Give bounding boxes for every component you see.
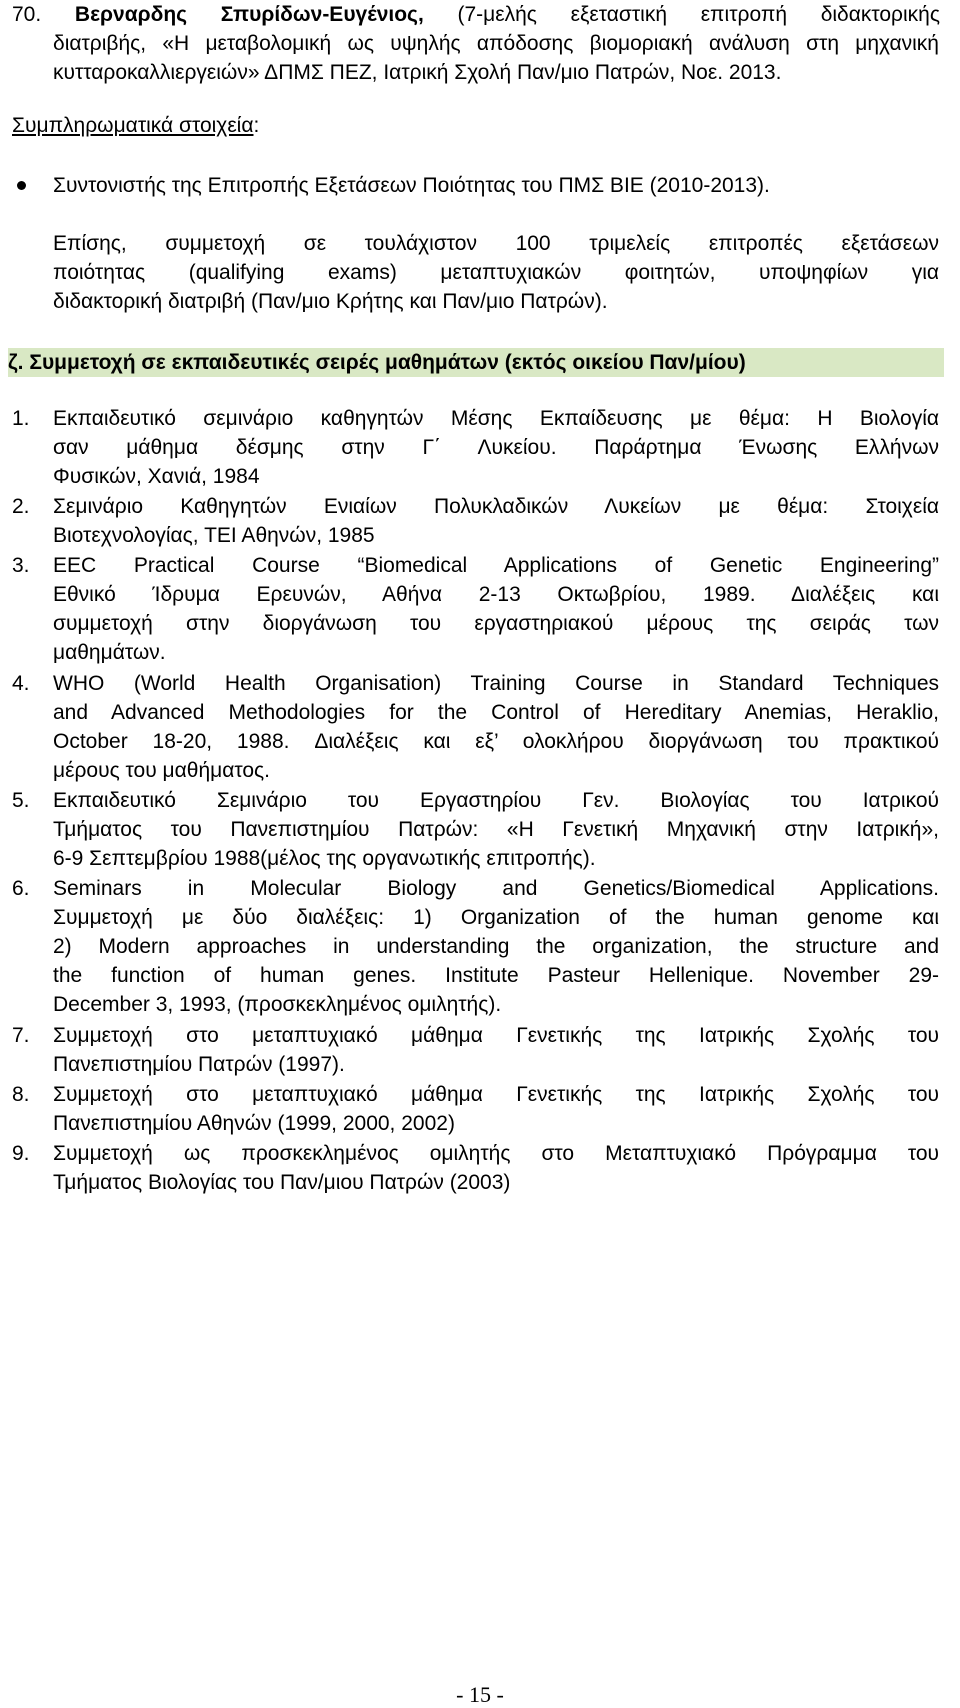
bullet-icon (17, 181, 26, 190)
list-item (53, 1139, 939, 1197)
list-item (53, 786, 939, 873)
list-item-line: Συμμετοχή με δύο διαλέξεις: 1) Organization of the human genome και (53, 906, 939, 930)
list-item-line: October 18-20, 1988. Διαλέξεις και εξ’ ολοκλήρου διοργάνωση του πρακτικού (53, 729, 939, 753)
list-item-line: Βιοτεχνολογίας, ΤΕΙ Αθηνών, 1985 (53, 524, 375, 548)
list-item-line: WHO (World Health Organisation) Training Course in Standard Techniques (53, 671, 939, 695)
supplementary-heading (12, 111, 259, 140)
supplementary-heading-colon: : (253, 114, 260, 137)
list-item-line: and Advanced Methodologies for the Control of Hereditary Anemias, Heraklio, (53, 700, 939, 724)
list-item-line: Τμήματος Βιολογίας του Παν/μιου Πατρών (2003) (53, 1171, 511, 1194)
entry-70-line-3: κυτταροκαλλιεργειών» ΔΠΜΣ ΠΕΖ, Ιατρική Σχολή Παν/μιο Πατρών, Νοε. 2013. (53, 61, 782, 84)
list-item-line: Σεμινάριο Καθηγητών Ενιαίων Πολυκλαδικών Λυκείων με θέμα: Στοιχεία (53, 495, 939, 519)
list-item-number: 3. (12, 554, 30, 577)
list-item-number: 6. (12, 877, 30, 901)
section-heading: ζ. Συμμετοχή σε εκπαιδευτικές σειρές μαθημάτων (εκτός οικείου Παν/μίου) (8, 351, 746, 374)
supplementary-para-line-3: διδακτορική διατριβή (Παν/μιο Κρήτης και Παν/μιο Πατρών). (53, 290, 608, 313)
entry-70-number: 70. (12, 3, 42, 26)
list-item (53, 1080, 939, 1138)
list-item-number: 4. (12, 671, 30, 695)
list-item-line: Συμμετοχή στο μεταπτυχιακό μάθημα Γενετικής της Ιατρικής Σχολής του (53, 1024, 939, 1048)
list-item-number: 9. (12, 1142, 30, 1165)
list-item-line: Τμήματος του Πανεπιστημίου Πατρών: «Η Γενετική Μηχανική στην Ιατρική», (53, 818, 939, 842)
entry-70-name: Βερναρδης Σπυρίδων-Ευγένιος, (74, 3, 424, 26)
list-item-line: Πανεπιστημίου Αθηνών (1999, 2000, 2002) (53, 1112, 455, 1136)
list-item-line: συμμετοχή στην διοργάνωση του εργαστηριακού μέρους της σειράς των (53, 612, 939, 635)
list-item (53, 1021, 939, 1079)
page-number: - 15 - (456, 1682, 504, 1707)
list-item-line: μαθημάτων. (53, 641, 166, 664)
list-item-line: EEC Practical Course “Biomedical Applications of Genetic Engineering” (53, 554, 939, 577)
list-item-line: Φυσικών, Χανιά, 1984 (53, 465, 260, 488)
list-item-line: Εθνικό Ίδρυμα Ερευνών, Αθήνα 2-13 Οκτωβρίου, 1989. Διαλέξεις και (53, 583, 939, 606)
entry-70-line1-rest: (7-μελής εξεταστική επιτροπή διδακτορικής (457, 3, 940, 26)
list-item-number: 1. (12, 407, 30, 430)
list-item-number: 2. (12, 495, 30, 519)
entry-70-line-1 (12, 0, 940, 29)
list-item-line: Seminars in Molecular Biology and Genetics/Biomedical Applications. (53, 877, 939, 901)
list-item (53, 669, 939, 785)
list-item-line: Συμμετοχή στο μεταπτυχιακό μάθημα Γενετικής της Ιατρικής Σχολής του (53, 1083, 939, 1107)
supplementary-bullet-text: Συντονιστής της Επιτροπής Εξετάσεων Ποιότητας του ΠΜΣ ΒΙΕ (2010-2013). (53, 174, 770, 197)
list-item-line: Εκπαιδευτικό σεμινάριο καθηγητών Μέσης Εκπαίδευσης με θέμα: Η Βιολογία (53, 407, 939, 430)
list-item (53, 404, 939, 491)
list-item-line: μέρους του μαθήματος. (53, 758, 270, 782)
list-item-line: 2) Modern approaches in understanding the organization, the structure and (53, 935, 939, 959)
list-item-number: 7. (12, 1024, 30, 1048)
list-item-line: Πανεπιστημίου Πατρών (1997). (53, 1053, 345, 1077)
entry-70-line-2: διατριβής, «Η μεταβολομική ως υψηλής απόδοσης βιομοριακή ανάλυση στη μηχανική (53, 32, 939, 55)
list-item (53, 492, 939, 550)
list-item-line: Εκπαιδευτικό Σεμινάριο του Εργαστηρίου Γεν. Βιολογίας του Ιατρικού (53, 789, 939, 813)
list-item-line: Συμμετοχή ως προσκεκλημένος ομιλητής στο Μεταπτυχιακό Πρόγραμμα του (53, 1142, 939, 1165)
list-item-number: 5. (12, 789, 30, 813)
supplementary-heading-text: Συμπληρωματικά στοιχεία (12, 114, 254, 137)
list-item (53, 874, 939, 1019)
list-item-line: December 3, 1993, (προσκεκλημένος ομιλητής). (53, 993, 502, 1017)
supplementary-para-line-2: ποιότητας (qualifying exams) μεταπτυχιακών φοιτητών, υποψηφίων για (53, 261, 939, 284)
list-item-line: σαν μάθημα δέσμης στην Γ΄ Λυκείου. Παράρτημα Ένωσης Ελλήνων (53, 436, 939, 459)
supplementary-para-line-1: Επίσης, συμμετοχή σε τουλάχιστον 100 τριμελείς επιτροπές εξετάσεων (53, 232, 939, 255)
list-item-line: the function of human genes. Institute Pasteur Hellenique. November 29- (53, 964, 939, 988)
list-item-number: 8. (12, 1083, 30, 1107)
list-item-line: 6-9 Σεπτεμβρίου 1988(μέλος της οργανωτικής επιτροπής). (53, 847, 596, 871)
list-item (53, 551, 939, 667)
